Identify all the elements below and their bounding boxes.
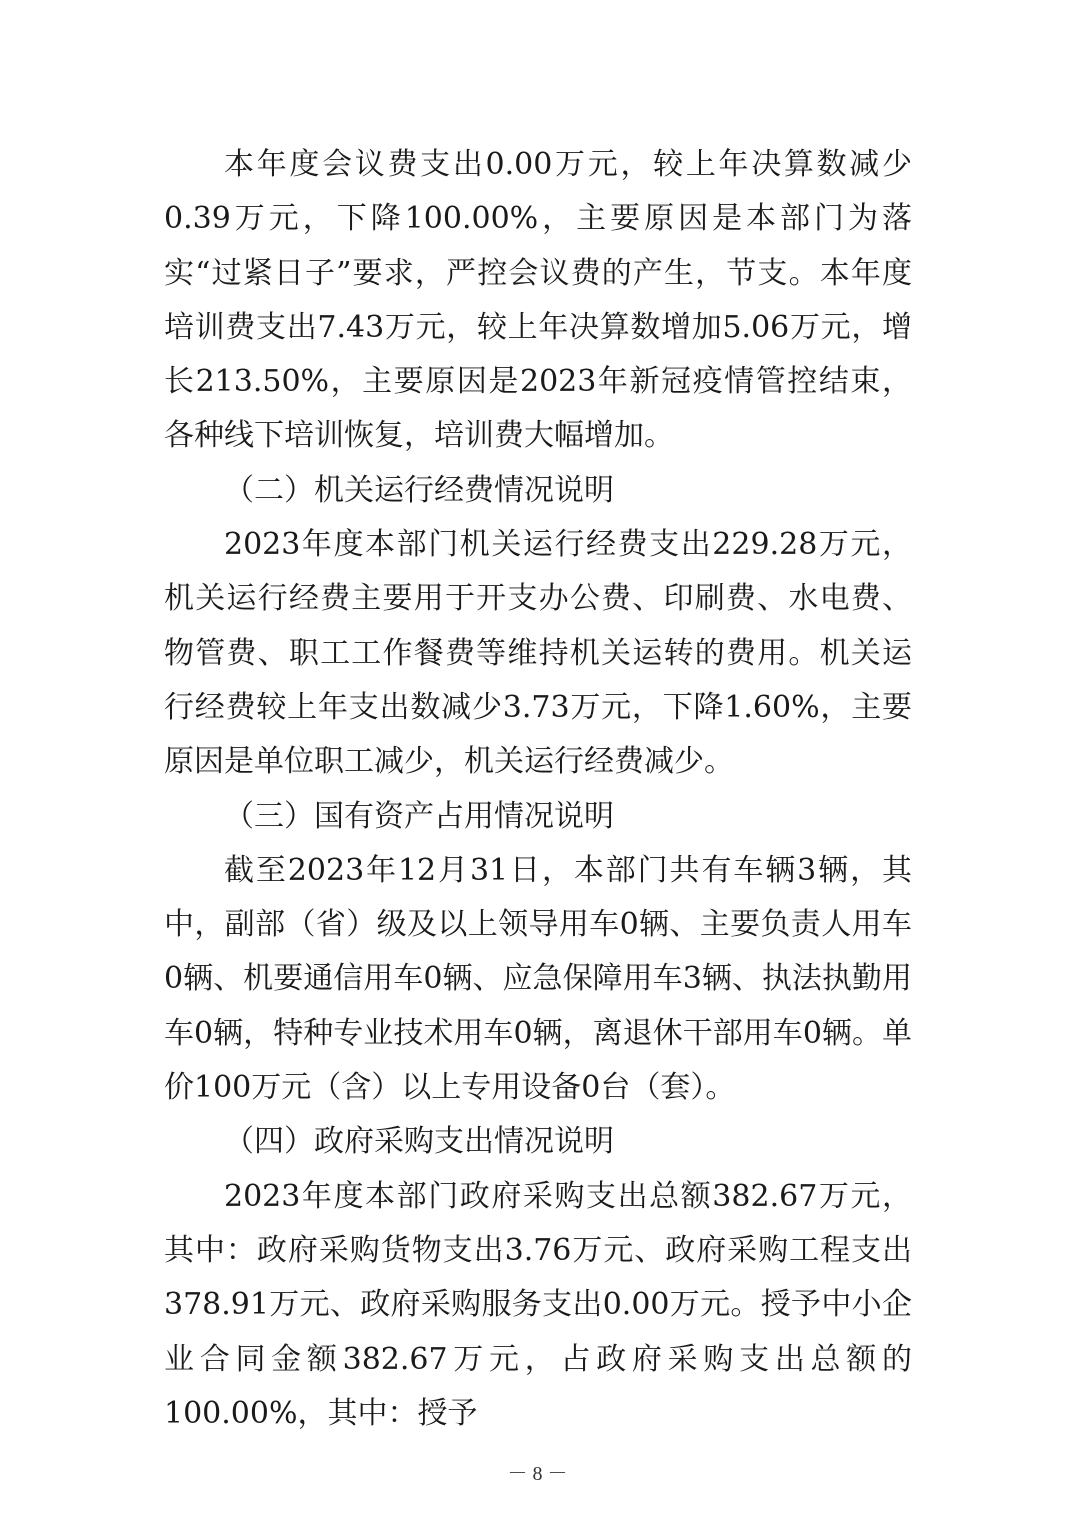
heading-state-assets: （三）国有资产占用情况说明 [224, 798, 614, 834]
document-body [164, 138, 912, 1441]
paragraph-state-assets: 截至2023年12月31日，本部门共有车辆3辆，其中，副部（省）级及以上领导用车0辆、主要负责人用车0辆、机要通信用车0辆、应急保障用车3辆、执法执勤用车0辆，特种专业技术用车0辆，离退休干部用车0辆。单价100万元（含）以上专用设备0台（套）。 [164, 852, 912, 1106]
page-number: － 8 － [507, 1463, 568, 1485]
paragraph-meeting-training-fees: 本年度会议费支出0.00万元，较上年决算数减少0.39万元，下降100.00%，主要原因是本部门为落实“过紧日子”要求，严控会议费的产生，节支。本年度培训费支出7.43万元，较上年决算数增加5.06万元，增长213.50%，主要原因是2023年新冠疫情管控结束，各种线下培训恢复，培训费大幅增加。 [164, 147, 912, 454]
paragraph-government-procurement: 2023年度本部门政府采购支出总额382.67万元，其中：政府采购货物支出3.76万元、政府采购工程支出378.91万元、政府采购服务支出0.00万元。授予中小企业合同金额382.67万元，占政府采购支出总额的100.00%，其中：授予 [164, 1178, 912, 1431]
paragraph-operating-expenses: 2023年度本部门机关运行经费支出229.28万元，机关运行经费主要用于开支办公费、印刷费、水电费、物管费、职工工作餐费等维持机关运转的费用。机关运行经费较上年支出数减少3.73万元，下降1.60%，主要原因是单位职工减少，机关运行经费减少。 [164, 527, 912, 780]
heading-operating-expenses: （二）机关运行经费情况说明 [224, 472, 614, 508]
heading-government-procurement: （四）政府采购支出情况说明 [224, 1124, 614, 1160]
